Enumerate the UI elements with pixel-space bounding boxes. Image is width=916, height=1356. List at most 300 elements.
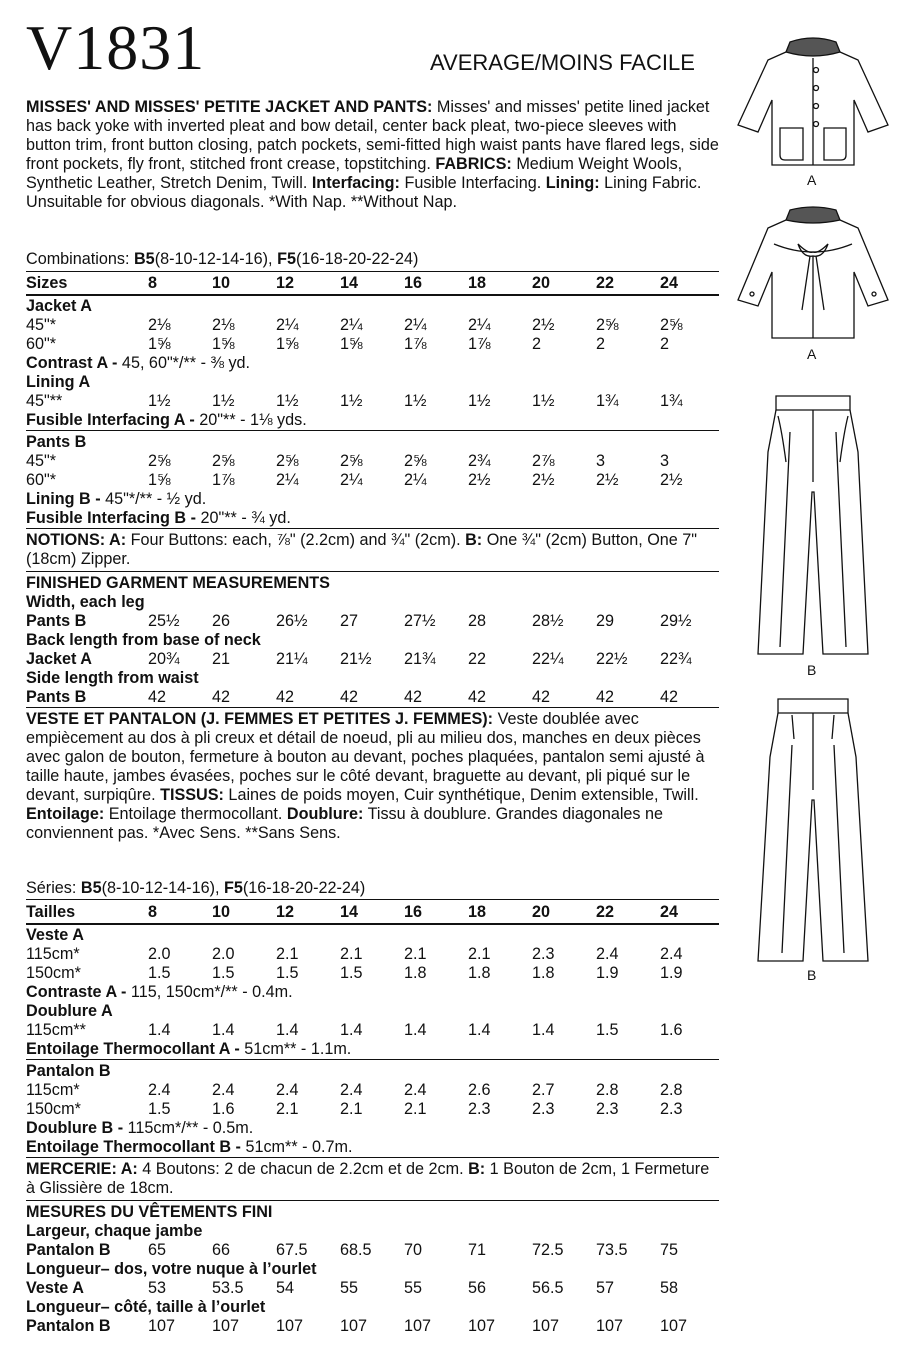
sizes-row-en [26,273,721,293]
yardage-value: 2.1 [276,1100,299,1118]
yardage-value: 2.1 [404,1100,427,1118]
text-run: Tissu à doublure. Grandes diagonales ne conviennent pas. *Avec Sens. **Sans Sens. [26,805,664,842]
divider [26,1157,719,1158]
yardage-value: 2.6 [468,1081,491,1099]
yardage-en-row [26,470,721,490]
size-range: Combinations: [26,250,134,268]
yardage-value: 1½ [212,392,235,410]
row-label: 115cm* [26,1081,80,1099]
finished-en-brow [26,687,721,707]
finished-en-head [26,668,721,688]
text-run: Lining Fabric. Unsuitable for obvious diagonals. *With Nap. **Without Nap. [26,174,702,211]
note-value: 51cm** - 1.1m. [239,1040,352,1058]
yardage-value: 73.5 [596,1241,628,1259]
yardage-value: 42 [596,688,615,706]
yardage-value: 2¼ [340,471,363,489]
yardage-value: 2⅞ [532,452,555,470]
yardage-value: 1½ [148,392,171,410]
size-header: 18 [468,274,487,292]
view-code: B5 [80,879,102,897]
note-value: 45, 60"*/** - ⅜ yd. [117,354,251,372]
finished-heading: MESURES DU VÊTEMENTS FINI [26,1203,273,1221]
bold-term: VESTE ET PANTALON (J. FEMMES ET PETITES J. FEMMES): [26,710,494,728]
yardage-value: 1.4 [148,1021,171,1039]
yardage-value: 2¼ [468,316,491,334]
yardage-value: 21¼ [276,650,308,668]
yardage-value: 2⅝ [596,316,619,334]
size-header: 16 [404,903,423,921]
size-header: 22 [596,274,615,292]
notions-fr [26,1160,721,1198]
note-label: Lining B - [26,490,101,508]
yardage-fr-note [26,1137,721,1157]
yardage-value: 53.5 [212,1279,244,1297]
french-description [26,710,721,843]
yardage-value: 2.4 [596,945,619,963]
bold-term: Interfacing: [311,174,400,192]
row-label: 60"* [26,471,57,489]
yardage-value: 2.8 [596,1081,619,1099]
yardage-en-note [26,508,721,528]
section-heading: Veste A [26,926,84,944]
yardage-value: 1¾ [660,392,683,410]
yardage-value: 2.4 [212,1081,235,1099]
yardage-value: 57 [596,1279,615,1297]
yardage-fr-note [26,1118,721,1138]
section-heading: Width, each leg [26,593,145,611]
yardage-value: 1.4 [340,1021,363,1039]
note-text [26,982,293,1002]
row-label: Pants B [26,612,87,630]
yardage-value: 2 [532,335,542,353]
section-heading: Pantalon B [26,1062,111,1080]
finished-title-en [26,573,721,593]
yardage-value: 2⅝ [660,316,683,334]
yardage-value: 2½ [532,471,555,489]
yardage-value: 2⅝ [276,452,299,470]
finished-en-brow [26,611,721,631]
combinations-text [26,878,365,898]
yardage-value: 1.4 [404,1021,427,1039]
yardage-value: 1.5 [340,964,363,982]
finished-title-fr [26,1202,721,1222]
yardage-fr-row [26,1099,721,1119]
yardage-value: 42 [212,688,231,706]
yardage-value: 2⅝ [340,452,363,470]
text-run: Veste doublée avec empiècement au dos à pli creux et détail de noeud, pli au milieu dos, manches en deux pièces avec galon de bouton, fermeture à bouton au devant, poches plaquées, pantalon semi ajusté à taille haute, jambes évasées, poches sur le côté devant, braguette au devant, pli piqué sur le devant, surpiqûre. [26,710,705,804]
yardage-en-head [26,372,721,392]
yardage-value: 2.3 [468,1100,491,1118]
yardage-value: 28 [468,612,487,630]
note-text [26,1118,253,1138]
yardage-value: 27½ [404,612,436,630]
yardage-value: 1.6 [212,1100,235,1118]
yardage-value: 2½ [532,316,555,334]
section-heading: Largeur, chaque jambe [26,1222,203,1240]
yardage-value: 2.3 [596,1100,619,1118]
yardage-value: 1⅝ [276,335,299,353]
yardage-value: 2⅝ [148,452,171,470]
yardage-value: 107 [660,1317,688,1335]
yardage-value: 42 [468,688,487,706]
yardage-value: 22¼ [532,650,564,668]
yardage-value: 107 [596,1317,624,1335]
yardage-value: 55 [340,1279,359,1297]
divider [26,430,719,431]
yardage-value: 72.5 [532,1241,564,1259]
finished-heading: FINISHED GARMENT MEASUREMENTS [26,574,330,592]
note-label: Fusible Interfacing B - [26,509,196,527]
bold-term: Entoilage: [26,805,105,823]
jacket-front-illustration [728,30,898,170]
yardage-value: 2.1 [340,945,363,963]
yardage-value: 21 [212,650,231,668]
size-header: 10 [212,903,231,921]
yardage-value: 68.5 [340,1241,372,1259]
yardage-en-row [26,334,721,354]
yardage-value: 1.6 [660,1021,683,1039]
yardage-value: 1½ [468,392,491,410]
row-label: 45"* [26,452,57,470]
yardage-value: 107 [212,1317,240,1335]
yardage-value: 2 [660,335,670,353]
finished-en-brow [26,649,721,669]
divider [26,571,719,572]
note-text [26,1137,353,1157]
yardage-value: 75 [660,1241,679,1259]
size-header: 24 [660,903,679,921]
row-label: Pants B [26,688,87,706]
note-text [26,410,307,430]
bold-term: MISSES' AND MISSES' PETITE JACKET AND PANTS: [26,98,433,116]
yardage-value: 2.4 [660,945,683,963]
yardage-value: 2½ [468,471,491,489]
section-heading: Jacket A [26,297,92,315]
row-label: 115cm** [26,1021,86,1039]
section-heading: Longueur– dos, votre nuque à l’ourlet [26,1260,317,1278]
yardage-value: 1.9 [596,964,619,982]
figure-label-b2: B [807,967,817,983]
yardage-fr-head [26,1001,721,1021]
yardage-value: 2½ [660,471,683,489]
note-label: Fusible Interfacing A - [26,411,195,429]
yardage-value: 2.4 [276,1081,299,1099]
yardage-value: 2¼ [404,471,427,489]
finished-en-head [26,630,721,650]
note-label: Doublure B - [26,1119,124,1137]
yardage-fr-row [26,1080,721,1100]
yardage-fr-note [26,982,721,1002]
yardage-value: 1½ [404,392,427,410]
yardage-value: 1.4 [212,1021,235,1039]
yardage-fr-note [26,1039,721,1059]
yardage-value: 65 [148,1241,167,1259]
yardage-value: 1.5 [148,964,171,982]
yardage-value: 107 [468,1317,496,1335]
yardage-value: 26 [212,612,231,630]
row-label: Pantalon B [26,1317,111,1335]
yardage-value: 2¼ [404,316,427,334]
yardage-en-row [26,391,721,411]
yardage-value: 1.4 [532,1021,555,1039]
size-header: 8 [148,903,158,921]
yardage-value: 29½ [660,612,692,630]
text-run: Entoilage thermocollant. [104,805,287,823]
yardage-value: 1½ [532,392,555,410]
yardage-value: 58 [660,1279,679,1297]
yardage-value: 54 [276,1279,295,1297]
size-header: 18 [468,903,487,921]
size-range: (16-18-20-22-24) [295,250,419,268]
english-description [26,98,721,212]
yardage-value: 2.4 [148,1081,171,1099]
yardage-value: 22 [468,650,487,668]
yardage-value: 1½ [340,392,363,410]
bold-term: B: [468,1160,486,1178]
yardage-value: 70 [404,1241,423,1259]
yardage-value: 107 [404,1317,432,1335]
yardage-value: 29 [596,612,615,630]
yardage-value: 1⅝ [340,335,363,353]
yardage-value: 2 [596,335,606,353]
note-value: 20"** - ¾ yd. [196,509,291,527]
yardage-value: 26½ [276,612,308,630]
text-run: Misses' and misses' petite lined jacket has back yoke with inverted pleat and bow detail, center back pleat, two-piece sleeves with button trim, front button closing, patch pockets, semi-fitted high waist pants have flared legs, side front pockets, fly front, stitched front crease, topstitching. [26,98,719,173]
row-label: 45"** [26,392,63,410]
yardage-value: 3 [660,452,670,470]
yardage-value: 21½ [340,650,372,668]
row-label: Veste A [26,1279,84,1297]
section-heading: Back length from base of neck [26,631,261,649]
yardage-value: 22½ [596,650,628,668]
yardage-value: 2.3 [660,1100,683,1118]
yardage-value: 107 [276,1317,304,1335]
yardage-en-note [26,353,721,373]
text-run: One ¾" (2cm) Button, One 7" (18cm) Zipper. [26,531,698,568]
size-header: 14 [340,274,359,292]
yardage-value: 2.0 [148,945,171,963]
note-text [26,489,206,509]
yardage-value: 1⅞ [468,335,491,353]
size-header: 16 [404,274,423,292]
text-run: Four Buttons: each, ⅞" (2.2cm) and ¾" (2cm). [126,531,466,549]
figure-label-b1: B [807,662,817,678]
yardage-value: 107 [532,1317,560,1335]
bold-term: B: [465,531,483,549]
finished-fr-brow [26,1316,721,1336]
yardage-en-row [26,451,721,471]
combinations-en [26,249,721,269]
section-heading: Side length from waist [26,669,199,687]
yardage-value: 2¼ [276,471,299,489]
text-run: Medium Weight Wools, Synthetic Leather, Stretch Denim, Twill. [26,155,683,192]
yardage-value: 1.8 [532,964,555,982]
yardage-value: 2.0 [212,945,235,963]
finished-fr-brow [26,1240,721,1260]
finished-fr-head [26,1221,721,1241]
divider [26,899,719,900]
yardage-value: 66 [212,1241,231,1259]
note-value: 115, 150cm*/** - 0.4m. [126,983,293,1001]
yardage-value: 56.5 [532,1279,564,1297]
yardage-value: 2.4 [340,1081,363,1099]
size-header: 10 [212,274,231,292]
size-header: 22 [596,903,615,921]
yardage-value: 2.1 [404,945,427,963]
yardage-en-head [26,432,721,452]
note-label: Entoilage Thermocollant B - [26,1138,241,1156]
figure-label-a1: A [807,172,817,188]
section-heading: Doublure A [26,1002,113,1020]
size-range: (8-10-12-14-16), [154,250,278,268]
size-range: (16-18-20-22-24) [242,879,366,897]
text-run: 1 Bouton de 2cm, 1 Fermeture à Glissière de 18cm. [26,1160,710,1197]
yardage-value: 53 [148,1279,167,1297]
size-header: 20 [532,903,551,921]
yardage-value: 1.4 [276,1021,299,1039]
divider [26,1200,719,1201]
note-value: 20"** - 1⅛ yds. [194,411,307,429]
yardage-value: 1.5 [212,964,235,982]
difficulty-label: AVERAGE/MOINS FACILE [430,50,695,75]
yardage-value: 2.7 [532,1081,555,1099]
yardage-value: 1⅞ [404,335,427,353]
section-heading: Longueur– côté, taille à l’ourlet [26,1298,266,1316]
text-run: Fusible Interfacing. [399,174,546,192]
yardage-value: 1.8 [468,964,491,982]
row-label: 150cm* [26,964,81,982]
combinations-text [26,249,418,269]
yardage-fr-head [26,925,721,945]
bold-term: FABRICS: [435,155,512,173]
yardage-value: 107 [340,1317,368,1335]
note-value: 45"*/** - ½ yd. [100,490,207,508]
yardage-value: 1½ [276,392,299,410]
divider [26,271,719,272]
yardage-value: 2.1 [468,945,491,963]
pants-front-illustration [748,392,878,657]
yardage-fr-row [26,944,721,964]
bold-term: TISSUS: [160,786,224,804]
finished-en-head [26,592,721,612]
size-header: 20 [532,274,551,292]
finished-fr-brow [26,1278,721,1298]
divider [26,707,719,708]
yardage-value: 1.4 [468,1021,491,1039]
sizes-row-fr [26,902,721,922]
size-header: 24 [660,274,679,292]
yardage-value: 42 [660,688,679,706]
note-label: Contrast A - [26,354,118,372]
row-label: Pantalon B [26,1241,111,1259]
pattern-number: V1831 [26,12,206,83]
yardage-value: 21¾ [404,650,436,668]
note-text [26,353,250,373]
combinations-fr [26,878,721,898]
row-label: 60"* [26,335,57,353]
yardage-value: 22¾ [660,650,692,668]
yardage-value: 107 [148,1317,176,1335]
yardage-value: 20¾ [148,650,180,668]
bold-term: NOTIONS: A: [26,531,127,549]
yardage-value: 27 [340,612,359,630]
yardage-value: 56 [468,1279,487,1297]
finished-fr-head [26,1297,721,1317]
notions-en [26,531,721,569]
yardage-value: 42 [340,688,359,706]
section-heading: Lining A [26,373,91,391]
yardage-value: 1.8 [404,964,427,982]
yardage-value: 55 [404,1279,423,1297]
bold-term: MERCERIE: A: [26,1160,138,1178]
yardage-value: 1.5 [276,964,299,982]
yardage-fr-head [26,1061,721,1081]
yardage-value: 1.9 [660,964,683,982]
yardage-en-head [26,296,721,316]
yardage-value: 42 [404,688,423,706]
size-header: 14 [340,903,359,921]
yardage-value: 2⅛ [212,316,235,334]
yardage-value: 1⅝ [148,335,171,353]
yardage-value: 2.1 [340,1100,363,1118]
yardage-value: 28½ [532,612,564,630]
yardage-value: 1⅞ [212,471,235,489]
yardage-value: 2⅝ [212,452,235,470]
yardage-value: 42 [148,688,167,706]
view-code: F5 [223,879,243,897]
yardage-value: 1¾ [596,392,619,410]
yardage-value: 25½ [148,612,180,630]
yardage-value: 2.3 [532,945,555,963]
yardage-value: 2¼ [340,316,363,334]
yardage-value: 2¾ [468,452,491,470]
yardage-en-note [26,410,721,430]
yardage-value: 1.5 [148,1100,171,1118]
size-header: 12 [276,274,295,292]
yardage-value: 42 [532,688,551,706]
yardage-value: 2.3 [532,1100,555,1118]
yardage-value: 2.1 [276,945,299,963]
yardage-value: 1⅝ [212,335,235,353]
yardage-value: 42 [276,688,295,706]
note-label: Entoilage Thermocollant A - [26,1040,240,1058]
divider [26,528,719,529]
yardage-fr-row [26,1020,721,1040]
size-header: 12 [276,903,295,921]
pants-back-illustration [748,695,878,965]
yardage-value: 2⅛ [148,316,171,334]
note-value: 51cm** - 0.7m. [240,1138,353,1156]
yardage-value: 2¼ [276,316,299,334]
yardage-value: 1.5 [596,1021,619,1039]
view-code: F5 [277,250,296,268]
section-heading: Pants B [26,433,87,451]
sizes-label: Sizes [26,274,68,292]
yardage-fr-row [26,963,721,983]
yardage-value: 2.4 [404,1081,427,1099]
view-code: B5 [133,250,155,268]
row-label: 45"* [26,316,57,334]
yardage-en-note [26,489,721,509]
bold-term: Lining: [545,174,600,192]
size-range: Séries: [26,879,81,897]
yardage-en-row [26,315,721,335]
jacket-back-illustration [728,200,898,345]
text-run: Laines de poids moyen, Cuir synthétique, Denim extensible, Twill. [223,786,699,804]
yardage-value: 71 [468,1241,487,1259]
note-text [26,1039,351,1059]
sizes-label: Tailles [26,903,76,921]
